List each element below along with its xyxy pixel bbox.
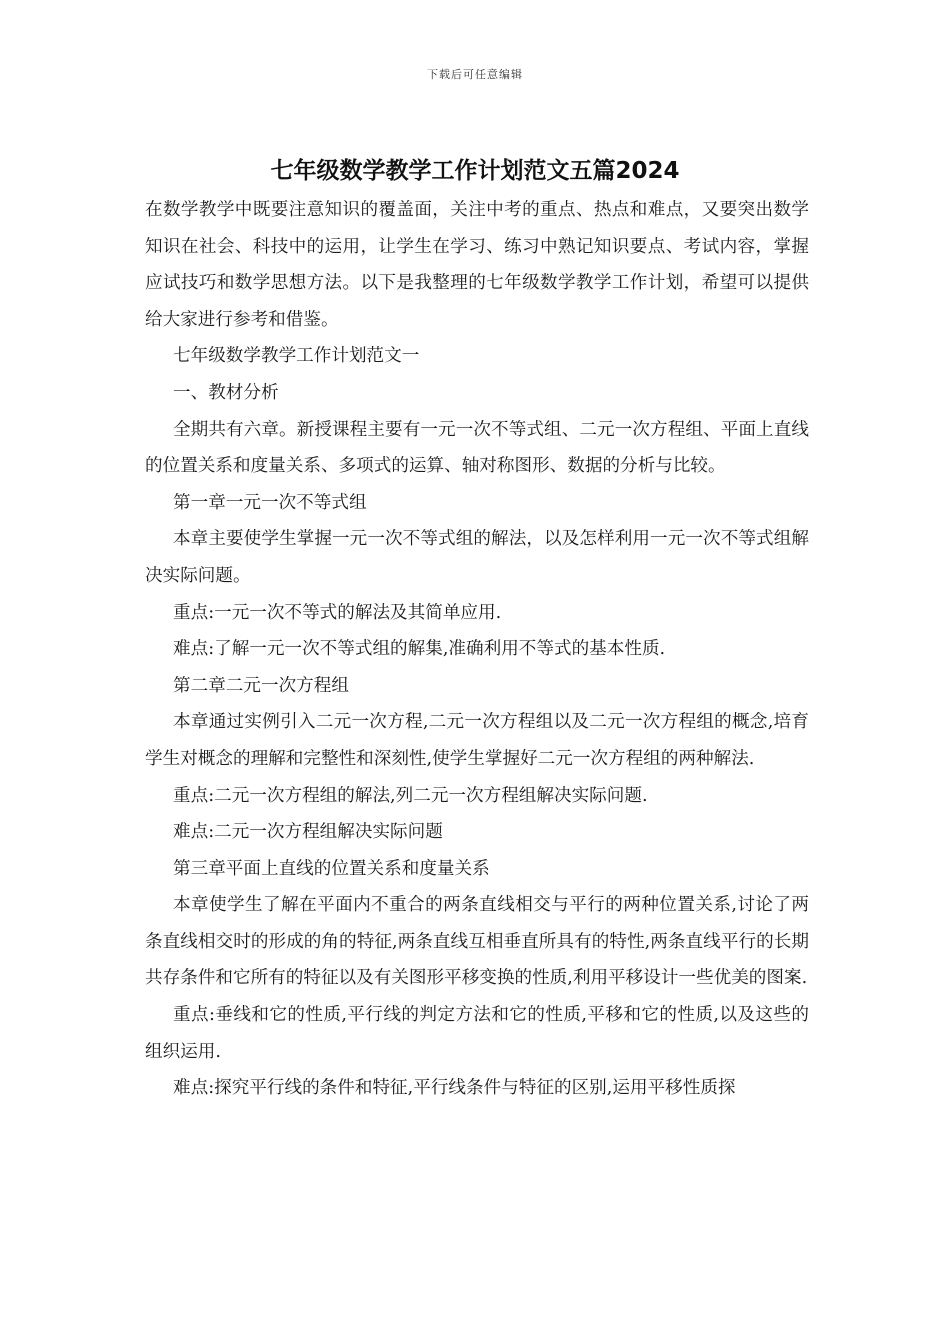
chapter-heading: 第三章平面上直线的位置关系和度量关系: [173, 858, 490, 879]
difficulty-point: 难点:二元一次方程组解决实际问题: [173, 822, 443, 843]
difficulty-point: 难点:探究平行线的条件和特征,平行线条件与特征的区别,运用平移性质探: [173, 1078, 736, 1099]
body-paragraph: 本章使学生了解在平面内不重合的两条直线相交与平行的两种位置关系,讨论了两条直线相交时的形成的角的特征,两条直线互相垂直所具有的特性,两条直线平行的长期共存条件和它所有的特征以及有关图形平移变换的性质,利用平移设计一些优美的图案.: [145, 895, 809, 989]
intro-paragraph: 在数学教学中既要注意知识的覆盖面，关注中考的重点、热点和难点，又要突出数学知识在社会、科技中的运用，让学生在学习、练习中熟记知识要点、考试内容，掌握应试技巧和数学思想方法。以下是我整理的七年级数学教学工作计划，希望可以提供给大家进行参考和借鉴。: [145, 200, 809, 330]
key-point: 重点:二元一次方程组的解法,列二元一次方程组解决实际问题.: [173, 785, 648, 806]
key-point: 重点:垂线和它的性质,平行线的判定方法和它的性质,平移和它的性质,以及这些的组织运用.: [145, 1005, 809, 1062]
body-paragraph: 全期共有六章。新授课程主要有一元一次不等式组、二元一次方程组、平面上直线的位置关系和度量关系、多项式的运算、轴对称图形、数据的分析与比较。: [145, 419, 809, 477]
chapter-heading: 第一章一元一次不等式组: [173, 492, 367, 513]
header-note: 下载后可任意编辑: [427, 68, 523, 81]
document-body: [145, 192, 809, 1107]
body-paragraph: 本章主要使学生掌握一元一次不等式组的解法，以及怎样利用一元一次不等式组解决实际问题。: [145, 529, 809, 586]
document-title: 七年级数学教学工作计划范文五篇2024: [270, 158, 680, 184]
difficulty-point: 难点:了解一元一次不等式组的解集,准确利用不等式的基本性质.: [173, 639, 666, 660]
section-heading: 七年级数学教学工作计划范文一: [173, 346, 420, 367]
body-paragraph: 本章通过实例引入二元一次方程,二元一次方程组以及二元一次方程组的概念,培育学生对概念的理解和完整性和深刻性,使学生掌握好二元一次方程组的两种解法.: [145, 712, 809, 769]
key-point: 重点:一元一次不等式的解法及其简单应用.: [173, 602, 502, 623]
subsection-heading: 一、教材分析: [173, 382, 279, 403]
chapter-heading: 第二章二元一次方程组: [173, 675, 349, 696]
